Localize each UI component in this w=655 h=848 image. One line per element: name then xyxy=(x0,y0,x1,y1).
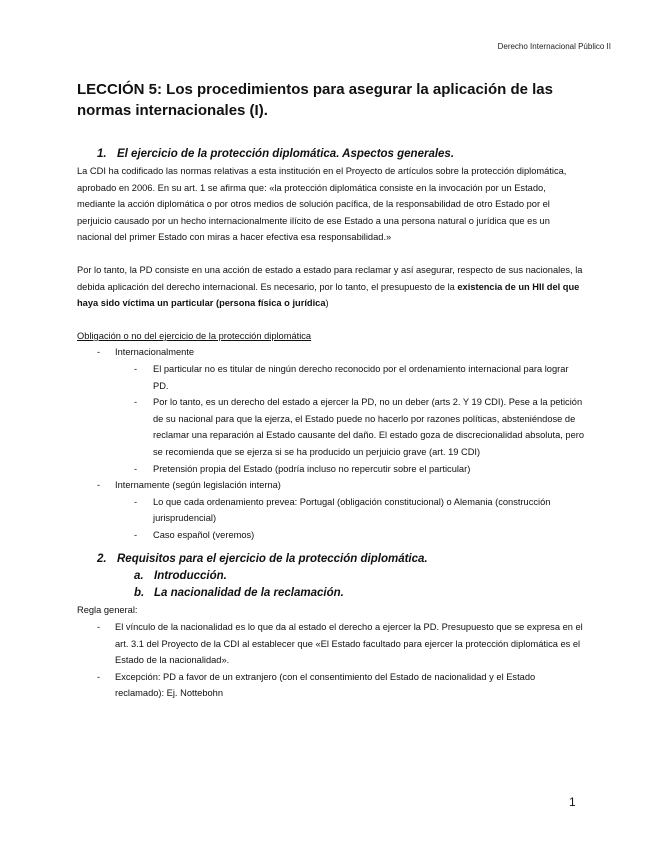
section-1-title: El ejercicio de la protección diplomática. Aspectos generales. xyxy=(117,148,455,160)
general-rule-list xyxy=(77,619,585,702)
list-item: - Por lo tanto, es un derecho del estado a ejercer la PD, no un deber (arts 2. Y 19 CDI). Pese a la petición de su nacional para que la ejerza, el Estado puede no hacerlo por razones políticas, absteniéndose de reclamar una reparación al Estado causante del daño. El estado goza de discrecionalidad absoluta, pero se recomienda que se ejerza si se ha producido un perjuicio grave (art. 19 CDI) xyxy=(77,394,585,460)
internally-label: Internamente (según legislación interna) xyxy=(115,480,281,491)
general-rule-label: Regla general: xyxy=(77,605,138,616)
list-item: - El vínculo de la nacionalidad es lo que da al estado el derecho a ejercer la PD. Presupuesto que se expresa en el art. 3.1 del Proyecto de la CDI al establecer que «El Estado facultado para ejercer la protección diplomática es el Estado de la nacionalidad». xyxy=(77,619,585,669)
obligation-list xyxy=(77,344,585,543)
list-item: - Lo que cada ordenamiento prevea: Portugal (obligación constitucional) o Alemania (construcción jurisprudencial) xyxy=(77,494,585,527)
internally-sublist xyxy=(115,494,585,544)
section-2-number: 2. xyxy=(97,553,107,566)
subsection-a-title: Introducción. xyxy=(154,570,227,583)
section-1-number: 1. xyxy=(97,148,107,160)
section-1-heading xyxy=(77,146,585,163)
document-body xyxy=(77,146,585,702)
paragraph-pd-summary xyxy=(77,262,585,312)
list-item: - Excepción: PD a favor de un extranjero (con el consentimiento del Estado de nacionalidad y el Estado reclamado): Ej. Nottebohn xyxy=(77,669,585,702)
paragraph-pd-summary-end: ) xyxy=(325,298,329,309)
lesson-title: LECCIÓN 5: Los procedimientos para asegurar la aplicación de las normas internacionales (I). xyxy=(77,81,553,119)
section-2-heading xyxy=(77,551,585,568)
list-item: - El particular no es titular de ningún derecho reconocido por el ordenamiento internacional para lograr PD. xyxy=(77,361,585,394)
subsection-b-heading xyxy=(77,585,585,602)
subsection-b-title: La nacionalidad de la reclamación. xyxy=(154,587,344,600)
subsection-b-letter: b. xyxy=(134,587,145,600)
list-item-internationally xyxy=(77,344,585,477)
internationally-sublist xyxy=(115,361,585,477)
running-header: Derecho Internacional Público II xyxy=(497,42,611,51)
internationally-label: Internacionalmente xyxy=(115,347,195,358)
paragraph-cdi-definition: La CDI ha codificado las normas relativas a esta institución en el Proyecto de artículos sobre la protección diplomática, aprobado en 2006. En su art. 1 se afirma que: «la protección diplomática consiste en la invocación por un Estado, mediante la acción diplomática o por otros medios de solución pacífica, de la responsabilidad de otro Estado por el perjuicio causado por un hecho internacionalmente ilícito de ese Estado a una persona natural o jurídica que es un nacional del primer Estado con miras a hacer efectiva esa responsabilidad.» xyxy=(77,166,567,243)
subsection-a-heading xyxy=(77,568,585,585)
page-number: 1 xyxy=(569,795,576,809)
paragraph-pd-summary-text: Por lo tanto, la PD consiste en una acción de estado a estado para reclamar y así asegurar, respecto de sus nacionales, la debida aplicación del derecho internacional. Es necesario, por lo tanto, el presupuesto de la xyxy=(77,264,583,292)
list-item: - Caso español (veremos) xyxy=(77,527,585,544)
subsection-a-letter: a. xyxy=(134,570,144,583)
section-2-title: Requisitos para el ejercicio de la protección diplomática. xyxy=(117,553,428,566)
obligation-heading: Obligación o no del ejercicio de la protección diplomática xyxy=(77,330,312,341)
list-item: - Pretensión propia del Estado (podría incluso no repercutir sobre el particular) xyxy=(77,461,585,478)
paragraph-pd-summary-bold: existencia de un HII del que haya sido víctima un particular (persona física o jurídica xyxy=(77,281,580,309)
list-item-internally xyxy=(77,477,585,543)
